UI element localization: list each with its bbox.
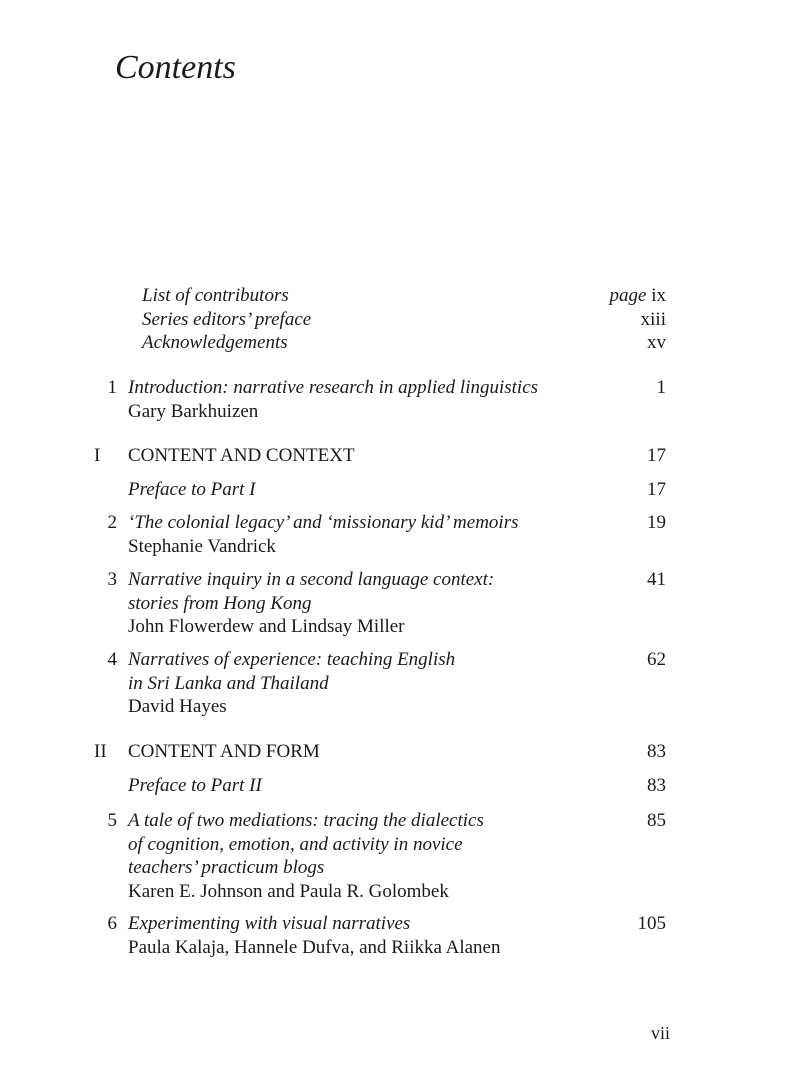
page-number: 83 bbox=[647, 741, 666, 762]
chapter-authors: David Hayes bbox=[128, 696, 227, 717]
page-number: 105 bbox=[637, 913, 666, 934]
chapter-number: 1 bbox=[107, 377, 117, 398]
entry-body bbox=[128, 376, 596, 423]
chapter-authors: Karen E. Johnson and Paula R. Golombek bbox=[128, 880, 449, 902]
front-matter-item bbox=[142, 284, 666, 308]
front-matter-item bbox=[142, 331, 666, 355]
chapter-title: Experimenting with visual narratives bbox=[128, 913, 411, 934]
chapter-number: 4 bbox=[107, 649, 117, 670]
entry-body bbox=[128, 740, 596, 764]
page-number: ix bbox=[651, 285, 666, 306]
chapter-authors: John Flowerdew and Lindsay Miller bbox=[128, 616, 405, 637]
toc-entry-chapter-4 bbox=[80, 648, 666, 719]
entry-body bbox=[128, 912, 596, 959]
toc-part-1 bbox=[80, 444, 666, 468]
chapter-authors: Gary Barkhuizen bbox=[128, 400, 259, 422]
chapter-title-line: Narratives of experience: teaching English bbox=[128, 649, 456, 670]
part-number: II bbox=[94, 741, 107, 762]
toc-entry-chapter-3 bbox=[80, 568, 666, 639]
entry-body bbox=[128, 648, 596, 719]
entry-body bbox=[128, 568, 596, 639]
page-number: 41 bbox=[647, 569, 666, 590]
toc-entry-chapter-6 bbox=[80, 912, 666, 959]
page-number: 1 bbox=[656, 377, 666, 398]
front-matter-item bbox=[142, 308, 666, 332]
chapter-authors: Stephanie Vandrick bbox=[128, 535, 276, 557]
chapter-number: 3 bbox=[107, 569, 117, 590]
chapter-authors: Paula Kalaja, Hannele Dufva, and Riikka Alanen bbox=[128, 936, 501, 958]
entry-body bbox=[128, 511, 596, 558]
front-matter-list bbox=[142, 284, 666, 355]
preface-title: Preface to Part II bbox=[128, 775, 262, 796]
part-title: CONTENT AND CONTEXT bbox=[128, 445, 355, 466]
page-number: 19 bbox=[647, 512, 666, 533]
page-title: Contents bbox=[115, 49, 236, 86]
toc-entry-chapter-2 bbox=[80, 511, 666, 558]
page-number: 83 bbox=[647, 775, 666, 796]
chapter-title: Introduction: narrative research in applied linguistics bbox=[128, 377, 539, 398]
chapter-title-line: of cognition, emotion, and activity in novice bbox=[128, 833, 463, 855]
page-folio: vii bbox=[650, 1023, 670, 1043]
chapter-title-line: stories from Hong Kong bbox=[128, 592, 312, 614]
front-matter-label: List of contributors bbox=[142, 285, 289, 306]
page-number: 85 bbox=[647, 810, 666, 831]
chapter-title-line: A tale of two mediations: tracing the dialectics bbox=[128, 810, 484, 831]
front-matter-label: Acknowledgements bbox=[142, 332, 288, 353]
preface-title: Preface to Part I bbox=[128, 479, 256, 500]
front-matter-page: xv bbox=[647, 332, 666, 353]
chapter-number: 6 bbox=[107, 913, 117, 934]
front-matter-page bbox=[610, 284, 666, 308]
front-matter-page: xiii bbox=[640, 308, 666, 330]
chapter-title-line: in Sri Lanka and Thailand bbox=[128, 672, 329, 694]
chapter-number: 2 bbox=[107, 512, 117, 533]
chapter-number: 5 bbox=[107, 810, 117, 831]
toc-entry-chapter-1 bbox=[80, 376, 666, 423]
toc-entry-chapter-5 bbox=[80, 809, 666, 903]
part-number: I bbox=[94, 445, 101, 466]
front-matter-label: Series editors’ preface bbox=[142, 308, 312, 330]
toc-entry-preface-part-1 bbox=[80, 478, 666, 502]
chapter-title: ‘The colonial legacy’ and ‘missionary kid’ memoirs bbox=[128, 512, 519, 533]
toc-part-2 bbox=[80, 740, 666, 764]
entry-body bbox=[128, 478, 596, 502]
toc-entry-preface-part-2 bbox=[80, 774, 666, 798]
page-prefix: page bbox=[609, 285, 647, 306]
chapter-title-line: Narrative inquiry in a second language context: bbox=[128, 569, 495, 590]
entry-body bbox=[128, 444, 596, 468]
chapter-title-line: teachers’ practicum blogs bbox=[128, 857, 325, 878]
page-number: 62 bbox=[647, 649, 666, 670]
page-number: 17 bbox=[647, 479, 666, 500]
entry-body bbox=[128, 774, 596, 798]
entry-body bbox=[128, 809, 596, 903]
page-number: 17 bbox=[647, 445, 666, 466]
part-title: CONTENT AND FORM bbox=[128, 741, 320, 762]
